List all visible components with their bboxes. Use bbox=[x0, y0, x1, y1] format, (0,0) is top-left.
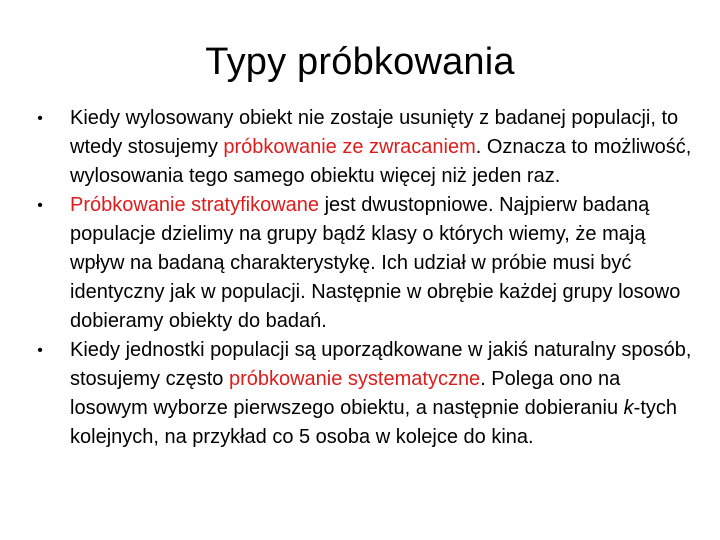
highlighted-term: próbkowanie ze zwracaniem bbox=[223, 136, 476, 158]
bullet-icon: • bbox=[37, 197, 43, 214]
bullet-icon: • bbox=[37, 342, 43, 359]
bullet-text: Kiedy wylosowany obiekt nie zostaje usunięty z badanej populacji, to wtedy stosujemy bbox=[70, 107, 679, 158]
bullet-list bbox=[30, 104, 698, 452]
bullet-text: jest dwustopniowe. Najpierw badaną populacje dzielimy na grupy bądź klasy o których wiemy, że mają wpływ na badaną charakterystykę. Ich udział w próbie musi być identyczny jak w populacji. Następnie w obrębie każdej grupy losowo dobieramy obiekty do badań. bbox=[70, 194, 681, 332]
bullet-text: -tych kolejnych, na przykład co 5 osoba w kolejce do kina. bbox=[70, 397, 677, 448]
bullet-icon: • bbox=[37, 110, 43, 127]
highlighted-term: próbkowanie systematyczne bbox=[228, 368, 481, 390]
bullet-text: . Polega ono na losowym wyborze pierwszego obiektu, a następnie dobieraniu bbox=[70, 368, 624, 419]
bullet-item bbox=[30, 191, 698, 336]
bullet-text: . Oznacza to możliwość, wylosowania tego samego obiektu więcej niż jeden raz. bbox=[70, 136, 692, 187]
bullet-item bbox=[30, 336, 698, 452]
highlighted-term: Próbkowanie stratyfikowane bbox=[70, 194, 320, 216]
italic-variable: k bbox=[623, 397, 634, 419]
bullet-item bbox=[30, 104, 698, 191]
bullet-text: Kiedy jednostki populacji są uporządkowane w jakiś naturalny sposób, stosujemy często bbox=[70, 339, 692, 390]
slide-title: Typy próbkowania bbox=[205, 41, 515, 83]
